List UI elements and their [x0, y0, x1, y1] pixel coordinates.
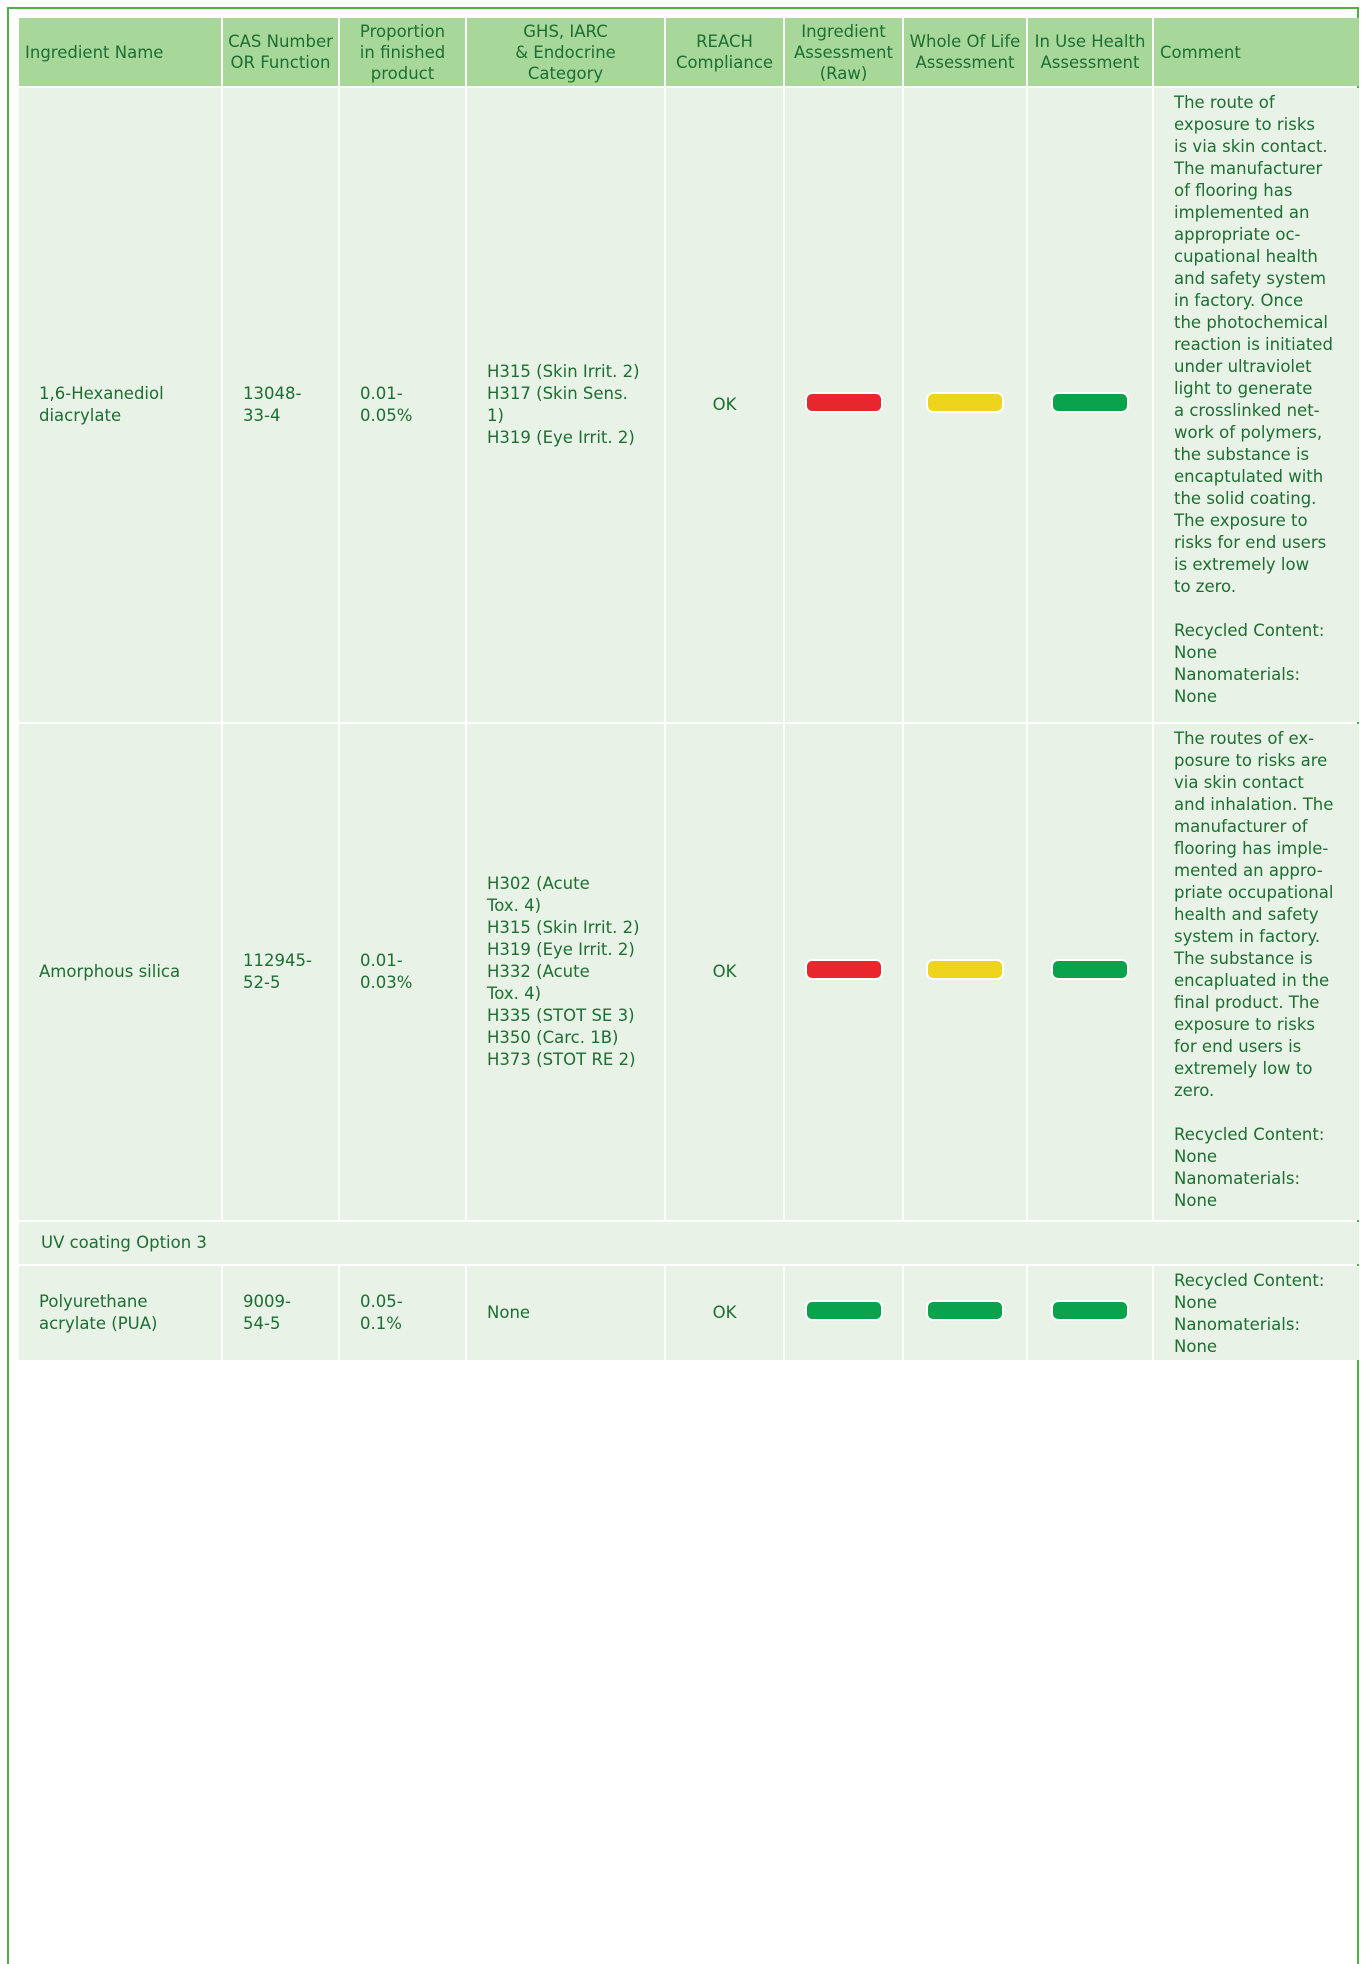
- table-row: [19, 88, 1359, 722]
- whole-of-life-cell: [904, 724, 1026, 1220]
- ingredient-name: Polyurethane acrylate (PUA): [19, 1266, 221, 1360]
- comment-cell: [1154, 1266, 1359, 1360]
- ingredient-assessment-bar: [807, 1302, 881, 1319]
- in-use-health-bar: [1053, 1302, 1127, 1319]
- table-row: [19, 1266, 1359, 1360]
- reach-compliance: OK: [666, 88, 783, 722]
- table-row: [19, 724, 1359, 1220]
- section-label: UV coating Option 3: [19, 1222, 1359, 1264]
- cas-number: 13048- 33-4: [223, 88, 338, 722]
- ingredients-table: [17, 16, 1361, 1362]
- comment-text: The route of exposure to risks is via skin contact. The manufacturer of flooring has implemented an appropriate oc- cupational health and safety system in factory. Once the photochemical reaction is initiated under ultraviolet light to generate a crosslinked net- work of polymers, the substance is encaptulated with the solid coating. The exposure to risks for end users is extremely low to zero.: [1174, 93, 1333, 596]
- ingredient-assessment-bar: [807, 961, 881, 978]
- comment-cell: [1154, 88, 1359, 722]
- ingredient-assessment-bar: [807, 394, 881, 411]
- in-use-health-cell: [1028, 1266, 1152, 1360]
- cas-number: 112945- 52-5: [223, 724, 338, 1220]
- proportion: 0.05- 0.1%: [340, 1266, 465, 1360]
- header-ingredient-name: Ingredient Name: [19, 18, 221, 86]
- header-cas-number: CAS Number OR Function: [223, 18, 338, 86]
- header-reach-compliance: REACH Compliance: [666, 18, 783, 86]
- header-ingredient-assessment: Ingredient Assessment (Raw): [785, 18, 902, 86]
- whole-of-life-bar: [928, 394, 1002, 411]
- comment-recycled-nano: Recycled Content: None Nanomaterials: None: [1174, 1271, 1325, 1356]
- whole-of-life-cell: [904, 1266, 1026, 1360]
- ghs-category: H315 (Skin Irrit. 2) H317 (Skin Sens. 1) H319 (Eye Irrit. 2): [467, 88, 664, 722]
- header-whole-of-life: Whole Of Life Assessment: [904, 18, 1026, 86]
- whole-of-life-cell: [904, 88, 1026, 722]
- reach-compliance: OK: [666, 1266, 783, 1360]
- comment-recycled-nano: Recycled Content: None Nanomaterials: None: [1174, 1125, 1325, 1210]
- in-use-health-cell: [1028, 88, 1152, 722]
- header-comment: Comment: [1154, 18, 1359, 86]
- comment-cell: [1154, 724, 1359, 1220]
- ingredient-name: Amorphous silica: [19, 724, 221, 1220]
- header-proportion: Proportion in finished product: [340, 18, 465, 86]
- in-use-health-bar: [1053, 961, 1127, 978]
- header-ghs-category: GHS, IARC & Endocrine Category: [467, 18, 664, 86]
- whole-of-life-bar: [928, 961, 1002, 978]
- ingredient-assessment-cell: [785, 724, 902, 1220]
- in-use-health-cell: [1028, 724, 1152, 1220]
- proportion: 0.01- 0.03%: [340, 724, 465, 1220]
- ingredient-name: 1,6-Hexanediol diacrylate: [19, 88, 221, 722]
- cas-number: 9009- 54-5: [223, 1266, 338, 1360]
- reach-compliance: OK: [666, 724, 783, 1220]
- in-use-health-bar: [1053, 394, 1127, 411]
- whole-of-life-bar: [928, 1302, 1002, 1319]
- proportion: 0.01- 0.05%: [340, 88, 465, 722]
- header-row: [19, 18, 1359, 86]
- ingredient-assessment-cell: [785, 88, 902, 722]
- comment-recycled-nano: Recycled Content: None Nanomaterials: None: [1174, 621, 1325, 706]
- comment-text: The routes of ex- posure to risks are via skin contact and inhalation. The manufacturer of flooring has imple- mented an appro- priate occupational health and safety system in factory. The substance is encapluated in the final product. The exposure to risks for end users is extremely low to zero.: [1174, 729, 1334, 1100]
- header-in-use-health: In Use Health Assessment: [1028, 18, 1152, 86]
- ghs-category: None: [467, 1266, 664, 1360]
- ghs-category: H302 (Acute Tox. 4) H315 (Skin Irrit. 2) H319 (Eye Irrit. 2) H332 (Acute Tox. 4) H335 (STOT SE 3) H350 (Carc. 1B) H373 (STOT RE 2): [467, 724, 664, 1220]
- section-row: [19, 1222, 1359, 1264]
- ingredient-assessment-cell: [785, 1266, 902, 1360]
